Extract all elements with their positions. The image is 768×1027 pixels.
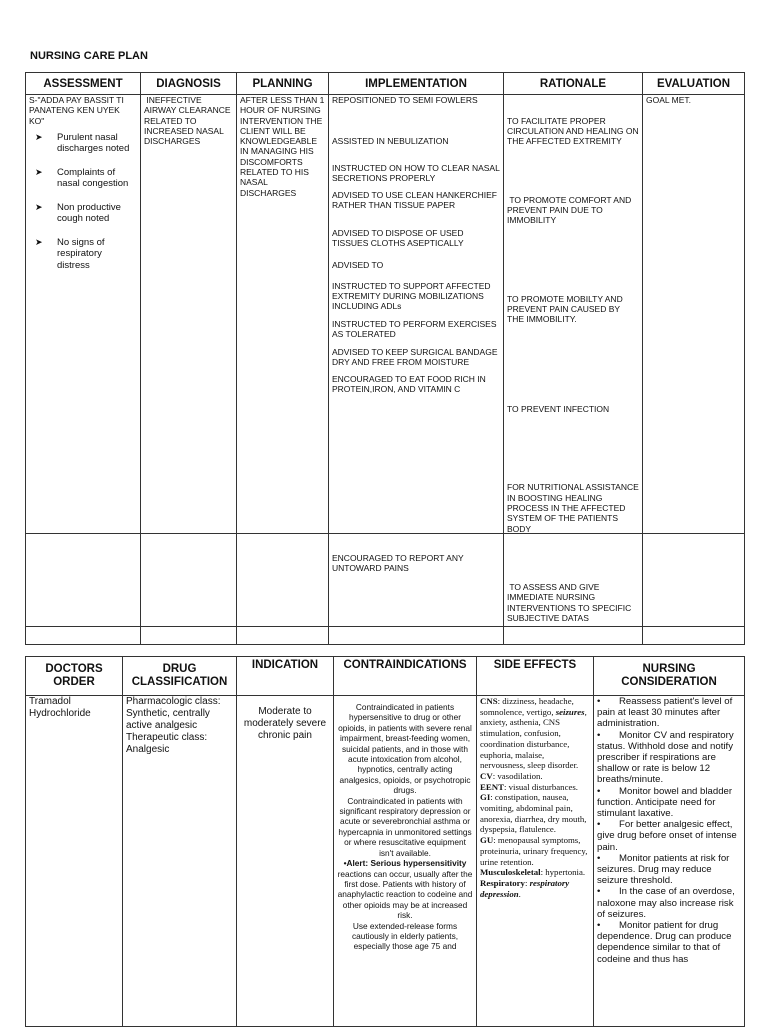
drug-study-header-row xyxy=(26,657,745,696)
nursing-item: • For better analgesic effect, give drug before onset of intense pain. xyxy=(597,819,737,853)
side-effect-label: GI xyxy=(480,792,491,803)
nursing-consideration-cell xyxy=(594,696,745,1027)
nursing-item: • Monitor patients at risk for seizures. Drug may reduce seizure threshold. xyxy=(597,852,730,887)
contraindications-cell xyxy=(334,696,477,1027)
rationale-item: TO ASSESS AND GIVE IMMEDIATE NURSING INTERVENTIONS TO SPECIFIC SUBJECTIVE DATAS xyxy=(507,581,634,623)
side-effect-label: Musculoskeletal xyxy=(480,867,541,878)
side-effect-text: . xyxy=(518,888,521,899)
contraindication-text: reactions can occur, usually after the first dose. Patients with history of anaphylactic reaction to codeine and other opioids may be at increased risk. xyxy=(337,868,473,921)
arrow-bullet-icon: ➤ xyxy=(35,131,43,142)
side-effect-text: : hypertonia. xyxy=(540,867,586,878)
header-nursing-consideration: NURSING CONSIDERATION xyxy=(594,657,745,696)
arrow-bullet-icon: ➤ xyxy=(35,236,43,247)
bullet-icon: • xyxy=(597,852,601,864)
pharmacologic-class: Pharmacologic class: Synthetic, centrally active analgesic xyxy=(126,696,221,731)
continuation-row xyxy=(26,534,745,627)
doctors-order-cell: Tramadol Hydrochloride xyxy=(26,696,123,1027)
implementation-item: INSTRUCTED TO SUPPORT AFFECTED EXTREMITY DURING MOBILIZATIONS INCLUDING ADLs xyxy=(332,280,491,312)
planning-cell: AFTER LESS THAN 1 HOUR OF NURSING INTERVENTION THE CLIENT WILL BE KNOWLEDGEABLE IN MANAGING HIS DISCOMFORTS RELATED TO HIS NASAL DISCHARGES xyxy=(237,95,329,645)
rationale-item: TO PROMOTE MOBILTY AND PREVENT PAIN CAUSED BY THE IMMOBILITY. xyxy=(507,293,626,325)
drug-study-row xyxy=(26,696,745,1027)
continuation-diagnosis-cell xyxy=(141,534,237,627)
side-effect-text: , anxiety, asthenia, CNS stimulation, confusion, coordination disturbance, euphoria, malaise, nervousness, sleep disorder. xyxy=(480,706,587,771)
indication-cell: Moderate to moderately severe chronic pain xyxy=(237,696,334,1027)
side-effect-text: : constipation, nausea, vomiting, abdominal pain, anorexia, diarrhea, dry mouth, dyspepsia, flatulence. xyxy=(480,792,587,835)
nursing-item: • Monitor bowel and bladder function. Anticipate need for stimulant laxative. xyxy=(597,785,733,820)
side-effect-text: : vasodilation. xyxy=(492,770,543,781)
rationale-item: FOR NUTRITIONAL ASSISTANCE IN BOOSTING HEALING PROCESS IN THE AFFECTED SYSTEM OF THE PATIENTS BODY xyxy=(507,482,642,534)
diagnosis-cell: INEFFECTIVE AIRWAY CLEARANCE RELATED TO INCREASED NASAL DISCHARGES xyxy=(141,95,237,645)
nursing-item: • Monitor CV and respiratory status. Withhold dose and notify prescriber if respirations are shallow or rate is below 12 breaths/minute. xyxy=(597,729,734,786)
header-diagnosis: DIAGNOSIS xyxy=(141,73,237,95)
side-effect-label: GU xyxy=(480,835,494,846)
implementation-item: INSTRUCTED ON HOW TO CLEAR NASAL SECRETIONS PROPERLY xyxy=(332,162,500,183)
rationale-item: TO PREVENT INFECTION xyxy=(507,403,610,414)
header-assessment: ASSESSMENT xyxy=(26,73,141,95)
assessment-item: ➤ Complaints of nasal congestion xyxy=(35,166,129,190)
assessment-subjective: S-"ADDA PAY BASSIT TI PANATENG KEN UYEK KO" xyxy=(29,95,124,126)
continuation-rationale-cell xyxy=(504,534,643,627)
assessment-item: ➤ No signs of respiratory distress xyxy=(35,236,105,271)
nursing-item: • Monitor patient for drug dependence. Drug can produce dependence similar to that of codeine and thus has xyxy=(597,920,732,965)
contraindication-text: Contraindicated in patients hypersensitive to drug or other opioids, in patients with severe renal impairment, breast-feeding women, suicidal patients, and in those with acute intoxication from alcohol, hypnotics, centrally acting analgesics, opioids, or psychotropic drugs. xyxy=(338,702,472,796)
contraindication-text: Contraindicated in patients with significant respiratory depression or acute or severebronchial asthma or hypercapnia in unmonitored settings or where resuscitative equipment isn't available. xyxy=(338,795,472,858)
evaluation-cell: GOAL MET. xyxy=(643,95,745,645)
page-title: NURSING CARE PLAN xyxy=(30,50,148,62)
implementation-item: ADVISED TO DISPOSE OF USED TISSUES CLOTHS ASEPTICALLY xyxy=(332,227,464,249)
header-contraindications: CONTRAINDICATIONS xyxy=(334,657,477,696)
continuation-planning-cell xyxy=(237,534,329,627)
implementation-item: ENCOURAGED TO REPORT ANY UNTOWARD PAINS xyxy=(332,553,464,574)
rationale-item: TO FACILITATE PROPER CIRCULATION AND HEALING ON THE AFFECTED EXTREMITY xyxy=(507,115,641,147)
bullet-icon: • xyxy=(597,696,601,707)
continuation-implementation-cell xyxy=(329,534,504,627)
assessment-list xyxy=(29,132,137,272)
bullet-icon: • xyxy=(597,819,601,831)
therapeutic-class: Therapeutic class: Analgesic xyxy=(126,732,208,755)
header-drug-classification: DRUG CLASSIFICATION xyxy=(123,657,237,696)
drug-study-table xyxy=(25,656,745,1027)
rationale-item: TO PROMOTE COMFORT AND PREVENT PAIN DUE TO IMMOBILITY xyxy=(507,194,634,226)
header-implementation: IMPLEMENTATION xyxy=(329,73,504,95)
bullet-icon: • xyxy=(597,920,601,932)
implementation-item: ADVISED TO xyxy=(332,260,384,271)
header-evaluation: EVALUATION xyxy=(643,73,745,95)
header-rationale: RATIONALE xyxy=(504,73,643,95)
bullet-icon: • xyxy=(597,729,601,741)
assessment-item: ➤ Purulent nasal discharges noted xyxy=(35,131,130,155)
implementation-item: ADVISED TO USE CLEAN HANKERCHIEF RATHER THAN TISSUE PAPER xyxy=(332,190,498,211)
contraindication-text: Use extended-release forms cautiously in elderly patients, especially those age 75 and xyxy=(351,920,459,952)
side-effect-label: EENT xyxy=(480,781,504,792)
implementation-item: INSTRUCTED TO PERFORM EXERCISES AS TOLERATED xyxy=(332,318,497,339)
bullet-icon: • xyxy=(597,785,601,797)
classification-cell xyxy=(123,696,237,1027)
side-effect-text: : visual disturbances. xyxy=(503,781,578,792)
side-effect-label: CV xyxy=(480,770,493,781)
header-side-effects: SIDE EFFECTS xyxy=(477,657,594,696)
header-doctors-order: DOCTORS ORDER xyxy=(26,657,123,696)
side-effect-text: : menopausal symptoms, proteinuria, urinary frequency, urine retention. xyxy=(480,835,588,867)
side-effect-text: : dizziness, headache, somnolence, vertigo, xyxy=(480,696,574,717)
nursing-item: • In the case of an overdose, naloxone may also increase risk of seizures. xyxy=(597,886,735,920)
side-effect-label: CNS xyxy=(480,696,498,706)
nursing-item: • Reassess patient's level of pain at least 30 minutes after administration. xyxy=(597,696,733,730)
continuation-assessment-cell xyxy=(26,534,141,627)
header-indication: INDICATION xyxy=(237,657,334,696)
side-effects-cell xyxy=(477,696,594,1027)
side-effect-emphasis: respiratory depression xyxy=(480,877,570,899)
arrow-bullet-icon: ➤ xyxy=(35,166,43,177)
side-effect-emphasis: seizures xyxy=(555,706,585,717)
care-plan-header-row xyxy=(26,73,745,95)
continuation-evaluation-cell xyxy=(643,534,745,627)
assessment-item: ➤ Non productive cough noted xyxy=(35,201,121,225)
side-effect-label: Respiratory xyxy=(480,877,525,888)
side-effect-text: : xyxy=(524,877,530,888)
alert-label: •Alert: Serious hypersensitivity xyxy=(343,858,467,869)
bullet-icon: • xyxy=(597,886,601,898)
header-planning: PLANNING xyxy=(237,73,329,95)
implementation-item: ADVISED TO KEEP SURGICAL BANDAGE DRY AND FREE FROM MOISTURE xyxy=(332,347,498,368)
implementation-item: ENCOURAGED TO EAT FOOD RICH IN PROTEIN,IRON, AND VITAMIN C xyxy=(332,373,486,395)
care-plan-continuation-table xyxy=(25,533,745,627)
arrow-bullet-icon: ➤ xyxy=(35,201,43,212)
implementation-item: ASSISTED IN NEBULIZATION xyxy=(332,136,449,147)
implementation-item: REPOSITIONED TO SEMI FOWLERS xyxy=(332,95,478,105)
